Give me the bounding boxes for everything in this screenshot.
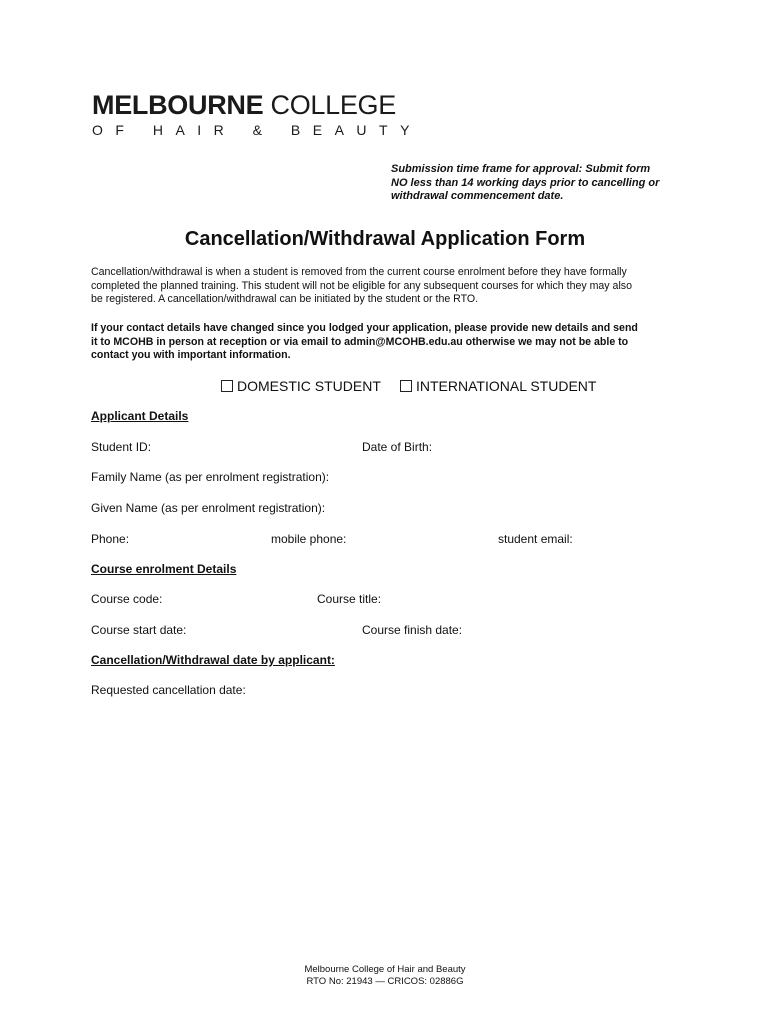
course-finish-date-field[interactable]: Course finish date:	[362, 623, 463, 637]
footer-registration: RTO No: 21943 — CRICOS: 02886G	[306, 976, 464, 987]
submission-note-line: withdrawal commencement date.	[391, 190, 564, 202]
course-start-date-field[interactable]: Course start date:	[91, 623, 187, 637]
intro-line: be registered. A cancellation/withdrawal can be initiated by the student or the RTO.	[91, 293, 479, 305]
page-footer	[0, 964, 770, 988]
course-title-field[interactable]: Course title:	[317, 592, 382, 606]
contact-notice	[91, 322, 691, 363]
family-name-field[interactable]: Family Name (as per enrolment registration):	[91, 470, 330, 484]
intro-line: completed the planned training. This student will not be eligible for any subsequent courses for which they may also	[91, 279, 632, 292]
date-of-birth-field[interactable]: Date of Birth:	[362, 440, 433, 454]
student-email-field[interactable]: student email:	[498, 532, 573, 546]
cancellation-date-heading: Cancellation/Withdrawal date by applicant:	[91, 653, 335, 667]
logo-melbourne: MELBOURNE	[92, 90, 264, 120]
mobile-phone-field[interactable]: mobile phone:	[271, 532, 347, 546]
international-student-option[interactable]	[400, 377, 596, 395]
phone-field[interactable]: Phone:	[91, 532, 130, 546]
requested-cancellation-date-field[interactable]: Requested cancellation date:	[91, 683, 246, 697]
domestic-checkbox[interactable]	[221, 380, 233, 392]
notice-line: contact you with important information.	[91, 349, 291, 361]
applicant-details-heading: Applicant Details	[91, 409, 189, 423]
logo-wordmark	[92, 90, 422, 120]
notice-line: it to MCOHB in person at reception or via email to admin@MCOHB.edu.au otherwise we may not be able to	[91, 335, 629, 348]
footer-college-name: Melbourne College of Hair and Beauty	[304, 964, 466, 975]
logo-college: COLLEGE	[263, 90, 396, 120]
submission-note-line: Submission time frame for approval: Submit form	[391, 163, 651, 175]
submission-note-line: NO less than 14 working days prior to cancelling or	[391, 176, 660, 189]
logo-tagline: OF HAIR & BEAUTY	[92, 122, 422, 138]
course-details-heading: Course enrolment Details	[91, 562, 237, 576]
intro-line: Cancellation/withdrawal is when a student is removed from the current course enrolment before they have formally	[91, 266, 627, 278]
college-logo	[92, 90, 422, 139]
form-title: Cancellation/Withdrawal Application Form	[184, 228, 586, 250]
course-code-field[interactable]: Course code:	[91, 592, 163, 606]
domestic-label: DOMESTIC STUDENT	[237, 378, 381, 394]
student-id-field[interactable]: Student ID:	[91, 440, 152, 454]
given-name-field[interactable]: Given Name (as per enrolment registration):	[91, 501, 326, 515]
notice-line: If your contact details have changed since you lodged your application, please provide new details and send	[91, 322, 638, 334]
submission-note	[391, 163, 691, 204]
international-checkbox[interactable]	[400, 380, 412, 392]
international-label: INTERNATIONAL STUDENT	[416, 378, 597, 394]
domestic-student-option[interactable]	[221, 377, 381, 395]
intro-paragraph	[91, 266, 681, 307]
